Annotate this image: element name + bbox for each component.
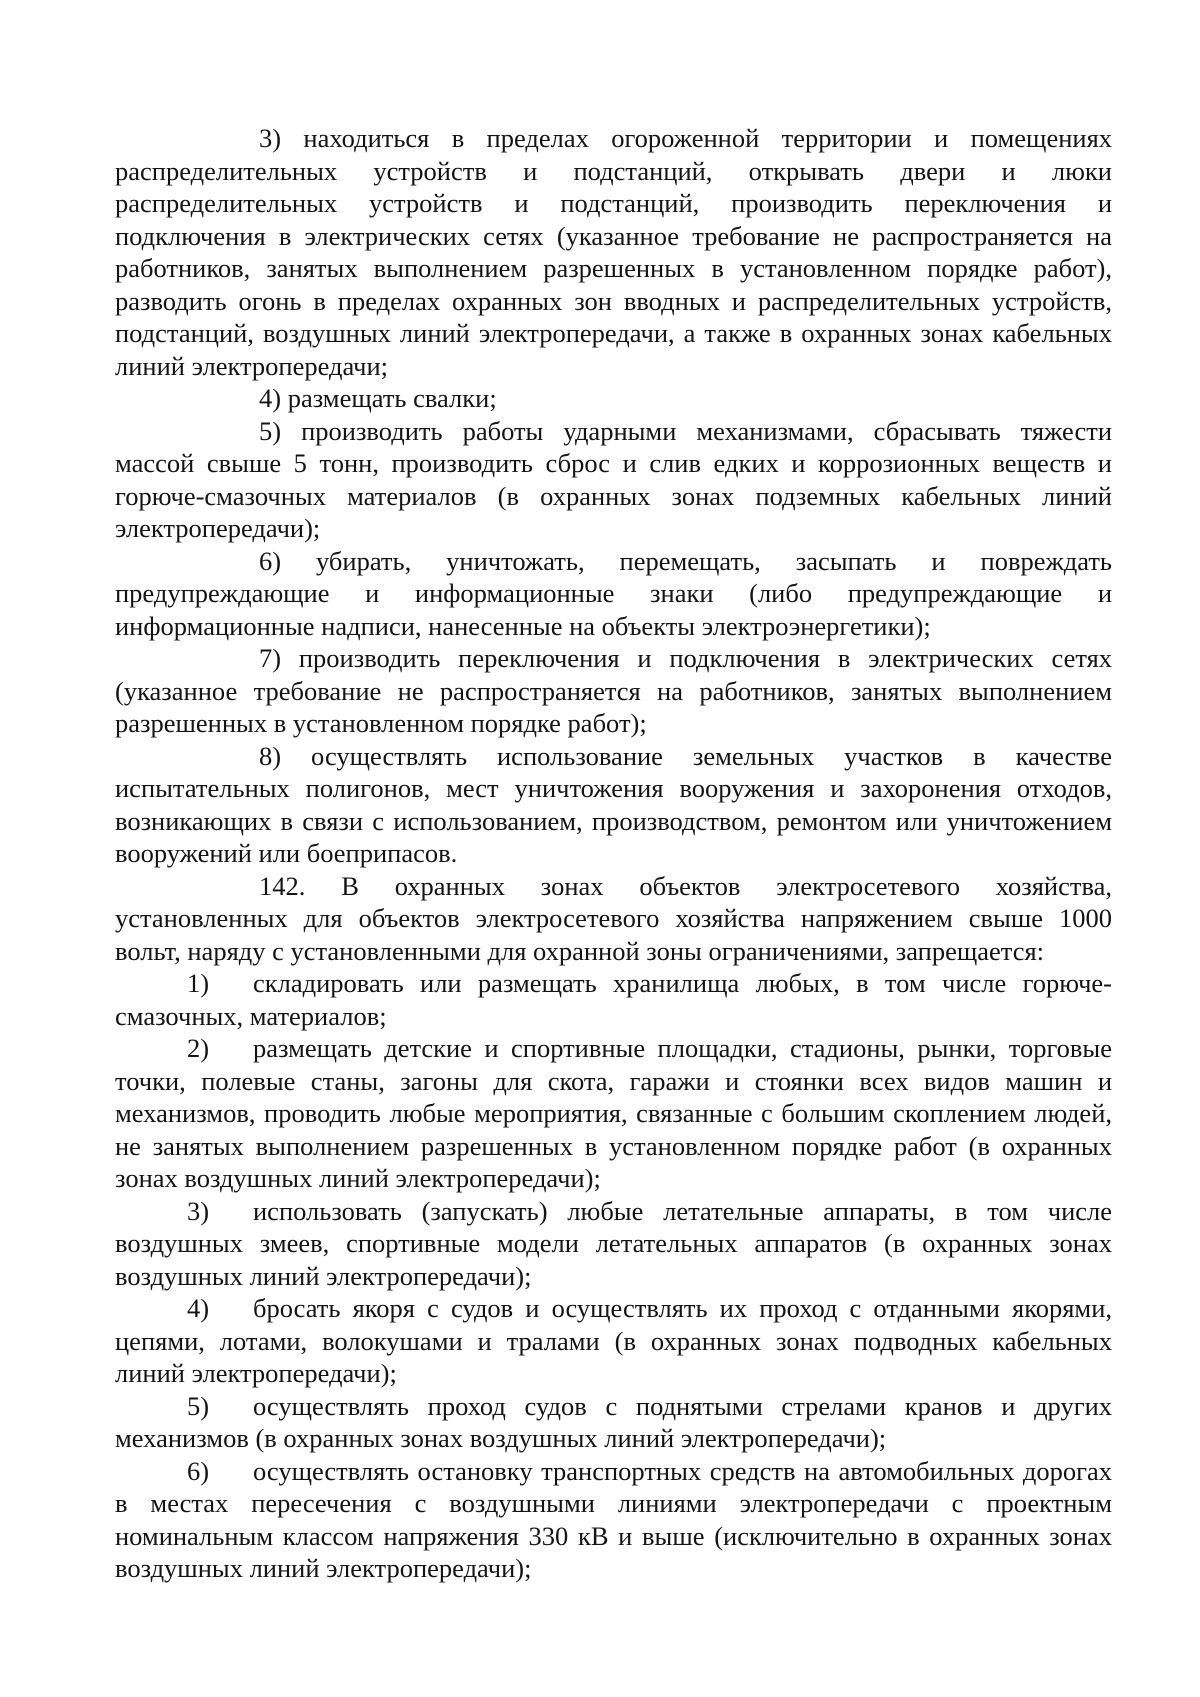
clause-142-item-1 [115,967,1112,1032]
item-number: 8) [259,740,282,771]
item-text: размещать свалки; [287,383,497,413]
list-item-3 [115,122,1112,382]
item-number: 5) [187,1390,210,1421]
item-number: 3) [259,123,282,153]
document-body [115,122,1112,1585]
item-text: бросать якоря с судов и осуществлять их проход с отданными якорями, цепями, лотами, волокушами и тралами (в охранных зонах подводных кабельных линий электропередачи); [115,1293,1112,1388]
item-text: производить работы ударными механизмами, сбрасывать тяжести массой свыше 5 тонн, производить сброс и слив едких и коррозионных веществ и горюче-смазочных материалов (в охранных зонах подземных кабельных линий электропередачи); [115,415,1113,543]
clause-142-item-6 [115,1455,1112,1585]
item-number: 6) [259,545,282,576]
item-text: осуществлять проход судов с поднятыми стрелами кранов и других механизмов (в охранных зонах воздушных линий электропередачи); [115,1390,1112,1453]
list-item-5 [115,415,1112,545]
item-text: складировать или размещать хранилища любых, в том числе горюче-смазочных, материалов; [115,968,1112,1031]
item-number: 1) [187,968,210,998]
list-item-7 [115,642,1112,740]
item-text: использовать (запускать) любые летательные аппараты, в том числе воздушных змеев, спортивные модели летательных аппаратов (в охранных зонах воздушных линий электропередачи); [115,1195,1112,1291]
item-text: осуществлять использование земельных участков в качестве испытательных полигонов, мест уничтожения вооружения и захоронения отходов, возникающих в связи с использованием, производством, ремонтом или уничтожением вооружений или боеприпасов. [115,740,1112,868]
clause-142-item-2 [115,1032,1112,1195]
clause-142-item-4 [115,1292,1112,1390]
item-text: находиться в пределах огороженной территории и помещениях распределительных устройств и подстанций, открывать двери и люки распределительных устройств и подстанций, производить переключения и подключения в электрических сетях (указанное требование не распространяется на работников, занятых выполнением разрешенных в установленном порядке работ), разводить огонь в пределах охранных зон вводных и распределительных устройств, подстанций, воздушных линий электропередачи, а также в охранных зонах кабельных линий электропередачи; [115,123,1113,381]
clause-142-item-3 [115,1195,1112,1293]
item-number: 6) [187,1455,210,1486]
list-item-8 [115,740,1112,870]
clause-142-item-5 [115,1390,1112,1455]
clause-142-list [115,967,1112,1585]
clause-142 [115,870,1112,968]
clause-text: В охранных зонах объектов электросетевого хозяйства, установленных для объектов электросетевого хозяйства напряжением свыше 1000 вольт, наряду с установленными для охранной зоны ограничениями, запрещается: [115,870,1113,966]
item-number: 5) [259,415,282,446]
item-number: 3) [187,1195,210,1226]
item-number: 2) [187,1033,210,1063]
item-number: 4) [259,383,282,413]
clause-number: 142. [259,870,306,901]
list-item-4 [115,382,1112,415]
item-text: осуществлять остановку транспортных средств на автомобильных дорогах в местах пересечения с воздушными линиями электропередачи с проектным номинальным классом напряжения 330 кВ и выше (исключительно в охранных зонах воздушных линий электропередачи); [115,1455,1112,1583]
item-text: производить переключения и подключения в электрических сетях (указанное требование не распространяется на работников, занятых выполнением разрешенных в установленном порядке работ); [115,643,1113,738]
item-text: размещать детские и спортивные площадки, стадионы, рынки, торговые точки, полевые станы, загоны для скота, гаражи и стоянки всех видов машин и механизмов, проводить любые мероприятия, связанные с большим скоплением людей, не занятых выполнением разрешенных в установленном порядке работ (в охранных зонах воздушных линий электропередачи); [115,1033,1112,1193]
item-number: 7) [259,643,282,673]
item-number: 4) [187,1293,210,1323]
list-item-6 [115,545,1112,643]
item-text: убирать, уничтожать, перемещать, засыпать и повреждать предупреждающие и информационные знаки (либо предупреждающие и информационные надписи, нанесенные на объекты электроэнергетики); [115,545,1113,641]
